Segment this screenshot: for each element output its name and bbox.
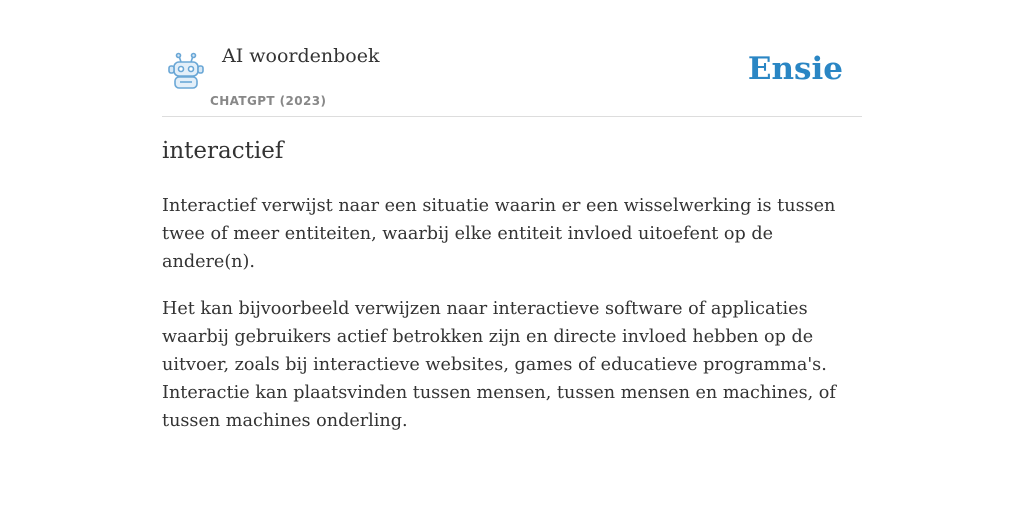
robot-icon [166, 52, 206, 90]
brand-logo[interactable]: Ensie [747, 51, 843, 87]
definition-body [162, 192, 862, 454]
definition-paragraph: Het kan bijvoorbeeld verwijzen naar interactieve software of applicaties waarbij gebruikers actief betrokken zijn en directe invloed hebben op de uitvoer, zoals bij interactieve websites, games of educatieve programma's. Interactie kan plaatsvinden tussen mensen, tussen mensen en machines, of tussen machines onderling. [162, 299, 836, 431]
dictionary-source: CHATGPT (2023) [210, 94, 327, 108]
dictionary-header [162, 40, 862, 117]
dictionary-title[interactable]: AI woordenboek [222, 45, 380, 67]
headword: interactief [162, 138, 284, 164]
definition-paragraph: Interactief verwijst naar een situatie waarin er een wisselwerking is tussen twee of meer entiteiten, waarbij elke entiteit invloed uitoefent op de andere(n). [162, 196, 836, 272]
